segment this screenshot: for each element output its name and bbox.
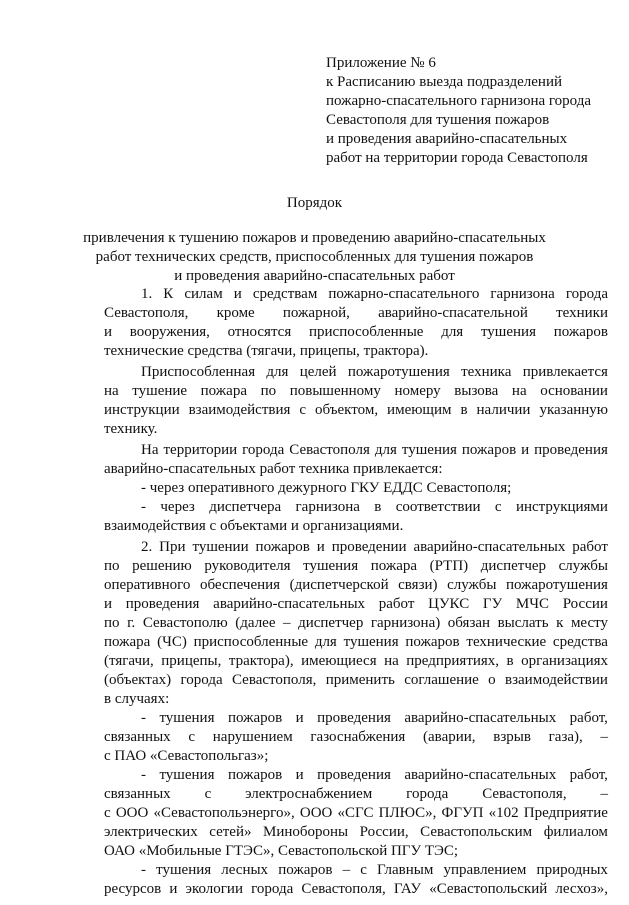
word: «102 [488, 805, 519, 821]
word: «Севастопольэнерго», [153, 805, 295, 821]
word: к [556, 615, 564, 631]
word: – [342, 862, 351, 878]
paragraph-line [104, 614, 608, 633]
word: диспетчер [298, 615, 364, 631]
word: проведении [331, 539, 407, 555]
heading-line: работ технических средств, приспособленных для тушения пожаров [95, 249, 534, 265]
word: сетей» [209, 824, 252, 840]
word: в [460, 402, 468, 418]
heading-line: и проведения аварийно-спасательных работ [174, 268, 455, 284]
paragraph-line [104, 671, 608, 690]
word: ООО [299, 805, 333, 821]
word: указанную [539, 402, 608, 418]
word: связи) [398, 577, 438, 593]
word: работ [378, 596, 415, 612]
paragraph-line [104, 401, 608, 420]
appendix-line: и проведения аварийно-спасательных [326, 131, 568, 147]
word: пожаров [227, 710, 283, 726]
paragraph-line [104, 363, 608, 382]
paragraph-line [104, 304, 608, 323]
word: руководителя [204, 558, 291, 574]
word: техника [461, 364, 512, 380]
word: в [374, 499, 382, 515]
list-item [104, 498, 608, 517]
word: организациях [521, 653, 608, 669]
word: природных [536, 862, 608, 878]
word: наличии [476, 402, 531, 418]
word: и [169, 881, 178, 897]
word: о [488, 672, 496, 688]
word: предприятиях, [406, 653, 500, 669]
word: пожаров [278, 862, 333, 878]
appendix-line: работ на территории города Севастополя [326, 150, 588, 166]
word: инструкции [104, 402, 180, 418]
paragraph-line: аварийно-спасательных работ техника привлекается: [104, 461, 443, 477]
list-item-line [104, 823, 608, 842]
word: Главным [377, 862, 434, 878]
list-item-line: ОАО «Мобильные ГТЭС», Севастопольской ПГУ ТЭС; [104, 843, 459, 859]
word: пожарной, [282, 305, 350, 321]
word: целей [299, 364, 337, 380]
word: взрыв [493, 729, 531, 745]
word: относятся [227, 324, 292, 340]
word: проведения [317, 767, 391, 783]
word: по [104, 558, 120, 574]
word: – [600, 729, 608, 745]
word: ГУ [482, 596, 503, 612]
word: (объектах) [104, 672, 172, 688]
word: по [104, 615, 120, 631]
word: в [506, 653, 514, 669]
word: применить [325, 672, 395, 688]
word: с [188, 729, 196, 745]
word: России [562, 596, 608, 612]
list-item [104, 861, 608, 880]
word: взаимодействии [505, 672, 608, 688]
word: тушении [192, 539, 249, 555]
word: через [160, 499, 195, 515]
word: диспетчера [209, 499, 282, 515]
paragraph-line: в случаях: [104, 691, 170, 707]
word: и [233, 286, 242, 302]
word: (тягачи, [104, 653, 154, 669]
word: лесхоз», [555, 881, 608, 897]
word: газоснабжения [310, 729, 406, 745]
word: города [180, 672, 223, 688]
word: гарнизона [295, 499, 360, 515]
word: управлением [443, 862, 527, 878]
word: На [141, 442, 159, 458]
word: Севастополя, [482, 786, 567, 802]
word: аварийно-спасательных [413, 539, 566, 555]
word: газа), [548, 729, 583, 745]
list-item-line [104, 728, 608, 747]
word: на [104, 383, 119, 399]
word: службы [558, 558, 608, 574]
word: пожаров [461, 442, 517, 458]
word: электрических [104, 824, 198, 840]
list-item-line: с ПАО «Севастопольгаз»; [104, 748, 269, 764]
word: с [494, 499, 502, 515]
word: пожаров [227, 767, 283, 783]
paragraph-line [104, 652, 608, 671]
word: территории [163, 442, 238, 458]
word: экологии [185, 881, 243, 897]
word: тушения [159, 710, 215, 726]
paragraph-line: технику. [104, 421, 158, 437]
word: - [141, 767, 146, 783]
word: ресурсов [104, 881, 162, 897]
word: связанных [104, 729, 171, 745]
list-item [104, 766, 608, 785]
word: 2. [141, 539, 153, 555]
word: кроме [216, 305, 255, 321]
word: средствам [252, 286, 318, 302]
word: ООО [115, 805, 149, 821]
appendix-line: пожарно-спасательного гарнизона города [326, 93, 592, 109]
paragraph-line [104, 538, 608, 557]
word: г. [127, 615, 136, 631]
word: работ, [569, 767, 608, 783]
word: приспособленные [308, 324, 424, 340]
document-heading [0, 194, 629, 286]
word: аварийно-спасательных [404, 767, 557, 783]
word: электроснабжением [245, 786, 373, 802]
word: «СГС [337, 805, 374, 821]
paragraph-line [104, 285, 608, 304]
word: номеру [394, 383, 441, 399]
word: аварийно-спасательной [378, 305, 528, 321]
word: месту [570, 615, 608, 631]
word: проведения [317, 710, 391, 726]
word: пожаров [255, 539, 310, 555]
word: тушения [156, 862, 212, 878]
list-item-line [104, 880, 608, 899]
word: проведения [534, 442, 608, 458]
word: обязан [447, 615, 491, 631]
list-item-line [104, 785, 608, 804]
word: тушения [401, 442, 457, 458]
word: Севастополя, [104, 305, 189, 321]
word: Приспособленная [141, 364, 256, 380]
word: и [104, 596, 113, 612]
paragraph-line [104, 633, 608, 652]
word: пожаротушения [505, 577, 608, 593]
paragraph-line [104, 576, 608, 595]
word: МЧС [515, 596, 549, 612]
word: гарнизона [490, 286, 555, 302]
word: пожарно-спасательного [328, 286, 480, 302]
word: (аварии, [423, 729, 476, 745]
word: имеющиеся [301, 653, 377, 669]
list-item-line: взаимодействия с объектами и организациями. [104, 518, 404, 534]
word: с [204, 786, 212, 802]
word: Предприятие [523, 805, 608, 821]
heading-line: привлечения к тушению пожаров и проведению аварийно-спасательных [83, 230, 546, 246]
document-title: Порядок [286, 195, 343, 211]
word: технические [466, 634, 547, 650]
word: имеющим [387, 402, 452, 418]
word: приспособленные [193, 634, 309, 650]
word: тушения [159, 767, 215, 783]
word: соглашение [404, 672, 479, 688]
word: (РТП) [429, 558, 469, 574]
word: аварийно-спасательных [404, 710, 557, 726]
word: оперативного [104, 577, 191, 593]
word: тушения [303, 558, 359, 574]
word: на [511, 383, 527, 399]
word: пожара [200, 383, 247, 399]
word: основании [540, 383, 608, 399]
word: проведения [125, 596, 200, 612]
word: выслать [497, 615, 549, 631]
word: Севастополя, [231, 672, 317, 688]
word: пожаров [553, 324, 608, 340]
word: (ЧС) [157, 634, 187, 650]
paragraph-line [104, 441, 608, 460]
word: – [283, 615, 291, 631]
word: силам [184, 286, 223, 302]
word: средства [552, 634, 608, 650]
word: (далее [235, 615, 276, 631]
word: – [600, 786, 608, 802]
document-body [104, 285, 608, 899]
word: решению [132, 558, 192, 574]
word: города [406, 786, 449, 802]
word: и [521, 442, 530, 458]
word: для [266, 364, 289, 380]
word: пожаротушения [347, 364, 450, 380]
list-item [104, 709, 608, 728]
word: обеспечения [199, 577, 281, 593]
word: работ [572, 539, 608, 555]
word: нарушением [212, 729, 293, 745]
word: трактора), [228, 653, 294, 669]
word: - [141, 862, 146, 878]
word: и [316, 539, 325, 555]
word: При [159, 539, 186, 555]
appendix-header [326, 54, 621, 168]
word: Севастопольским [420, 824, 533, 840]
word: для [441, 324, 464, 340]
word: пожара [104, 634, 151, 650]
word: тушение [132, 383, 188, 399]
appendix-line: Севастополя для тушения пожаров [326, 112, 550, 128]
word: России, [359, 824, 409, 840]
word: с [360, 862, 367, 878]
word: города [242, 442, 285, 458]
word: гарнизона) [370, 615, 441, 631]
word: пожаров [405, 634, 460, 650]
word: и [104, 324, 113, 340]
word: инструкциями [515, 499, 608, 515]
word: для [314, 634, 337, 650]
word: Севастополя [289, 442, 370, 458]
list-item: - через оперативного дежурного ГКУ ЕДДС Севастополя; [141, 480, 512, 496]
word: ПЛЮС», [378, 805, 437, 821]
word: работ, [569, 710, 608, 726]
word: соответствии [395, 499, 481, 515]
word: города [565, 286, 608, 302]
word: связанных [104, 786, 171, 802]
word: аварийно-спасательных [213, 596, 366, 612]
word: техники [556, 305, 608, 321]
word: вооружения, [129, 324, 210, 340]
paragraph-line [104, 595, 608, 614]
word: ГАУ [393, 881, 422, 897]
word: К [163, 286, 174, 302]
paragraph-line [104, 557, 608, 576]
word: пожара [370, 558, 418, 574]
word: для [374, 442, 397, 458]
word: тушения [343, 634, 399, 650]
word: на [384, 653, 399, 669]
word: по [260, 383, 277, 399]
word: - [141, 710, 146, 726]
word: диспетчер [480, 558, 547, 574]
word: вызова [454, 383, 499, 399]
word: с [104, 805, 111, 821]
word: (диспетчерской [289, 577, 389, 593]
appendix-line: Приложение № 6 [326, 55, 436, 71]
list-item-line [104, 804, 608, 823]
word: и [295, 767, 304, 783]
word: с [299, 402, 307, 418]
word: объектом, [315, 402, 379, 418]
word: филиалом [543, 824, 608, 840]
word: привлекается [522, 364, 608, 380]
word: лесных [221, 862, 269, 878]
paragraph-line [104, 323, 608, 342]
word: города [251, 881, 294, 897]
word: ФГУП [441, 805, 484, 821]
word: службы [447, 577, 497, 593]
word: Севастополю [142, 615, 228, 631]
word: 1. [141, 286, 153, 302]
word: «Севастопольский [429, 881, 548, 897]
word: повышенному [289, 383, 381, 399]
paragraph-line [104, 382, 608, 401]
appendix-line: к Расписанию выезда подразделений [326, 74, 563, 90]
word: прицепы, [161, 653, 222, 669]
word: тушения [480, 324, 536, 340]
paragraph-line: технические средства (тягачи, прицепы, трактора). [104, 343, 429, 359]
word: и [295, 710, 304, 726]
word: - [141, 499, 146, 515]
word: Севастополя, [301, 881, 386, 897]
word: ЦУКС [428, 596, 470, 612]
word: взаимодействия [188, 402, 291, 418]
word: Минобороны [263, 824, 349, 840]
